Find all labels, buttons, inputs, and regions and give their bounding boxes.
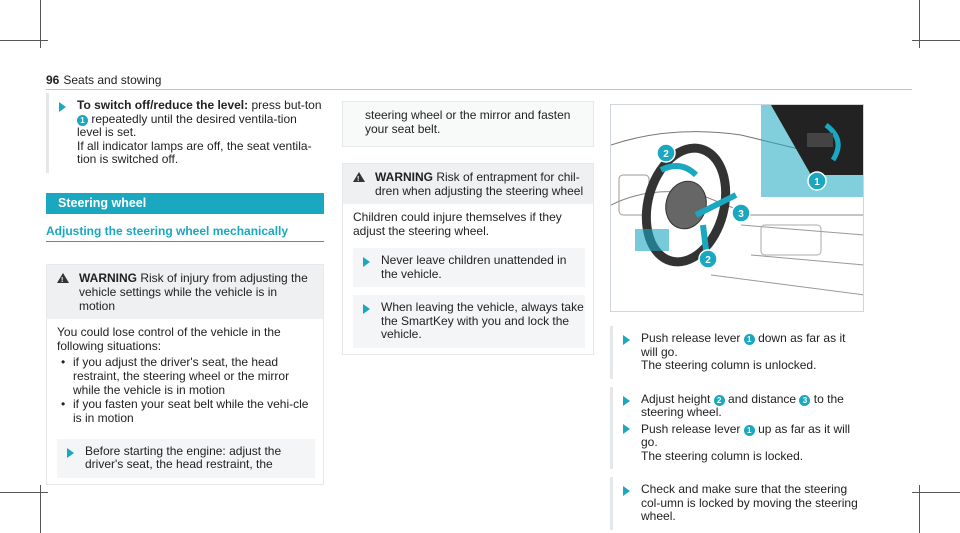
warning-box [46,264,324,485]
steering-wheel-illustration [610,104,864,312]
warning-title: ! WARNING Risk of injury from adjusting the vehicle settings while the vehicle is in motion [47,265,323,319]
crop-mark [0,40,48,41]
instruction-list [610,326,864,530]
arrow-right-icon [623,424,630,434]
column-middle [342,101,594,355]
page-header [46,73,161,87]
callout-label: 1 [814,177,820,188]
arrow-right-icon [363,257,370,267]
crop-mark [0,492,48,493]
list-item: • if you adjust the driver's seat, the head restraint, the steering wheel or the mirror while the vehicle is in motion [57,355,315,397]
warning-body [343,204,593,354]
arrow-right-icon [67,448,74,458]
arrow-right-icon [623,335,630,345]
warning-box [342,163,594,355]
page-number: 96 [46,73,60,87]
list-item: • if you fasten your seat belt while the vehi-cle is in motion [57,397,315,425]
callout-badge: 3 [799,395,810,406]
callout-label: 3 [738,209,744,220]
warning-icon [57,273,69,283]
header-rule [46,89,912,90]
section-title: Seats and stowing [63,73,162,87]
instruction-step: Check and make sure that the steering col-umn is locked by moving the steering wheel. [610,477,864,530]
figure-svg [611,105,864,312]
instruction-step: Push release lever 1 down as far as it will go. The steering column is unlocked. [610,326,864,379]
warning-icon [353,172,365,182]
instruction-step: Before starting the engine: adjust the driver's seat, the head restraint, the [57,439,315,478]
crop-mark [912,40,960,41]
arrow-right-icon [363,304,370,314]
instruction-step: Adjust height 2 and distance 3 to the steering wheel. Push release lever 1 up as far as it will go. The steering column is locked. [610,387,864,470]
callout-label: 2 [705,255,711,266]
instruction-step: Never leave children unattended in the vehicle. [353,248,585,287]
step-text: To switch off/reduce the level: press but-ton 1 repeatedly until the desired ventila-tion level is set. If all indicator lamps are off, the seat ventila-tion is switched off. [77,98,322,166]
section-heading: Steering wheel [46,193,324,214]
callout-badge: 1 [744,334,755,345]
callout-badge: 2 [714,395,725,406]
arrow-right-icon [623,396,630,406]
callout-badge: 1 [77,115,88,126]
column-left [46,93,324,485]
warning-list [57,355,315,425]
continued-step: steering wheel or the mirror and fasten your seat belt. [342,101,594,147]
warning-body [47,319,323,484]
arrow-right-icon [623,486,630,496]
arrow-right-icon [59,102,66,112]
column-right [610,93,864,533]
callout-label: 2 [663,149,669,160]
warning-intro: Children could injure themselves if they adjust the steering wheel. [353,210,562,238]
callout-badge: 1 [744,425,755,436]
sub-heading: Adjusting the steering wheel mechanically [46,224,324,242]
instruction-step [46,93,324,173]
instruction-step: When leaving the vehicle, always take the SmartKey with you and lock the vehicle. [353,295,585,348]
warning-title: ! WARNING Risk of entrapment for chil-dren when adjusting the steering wheel [343,164,593,204]
warning-intro: You could lose control of the vehicle in the following situations: [57,324,281,353]
crop-mark [912,492,960,493]
